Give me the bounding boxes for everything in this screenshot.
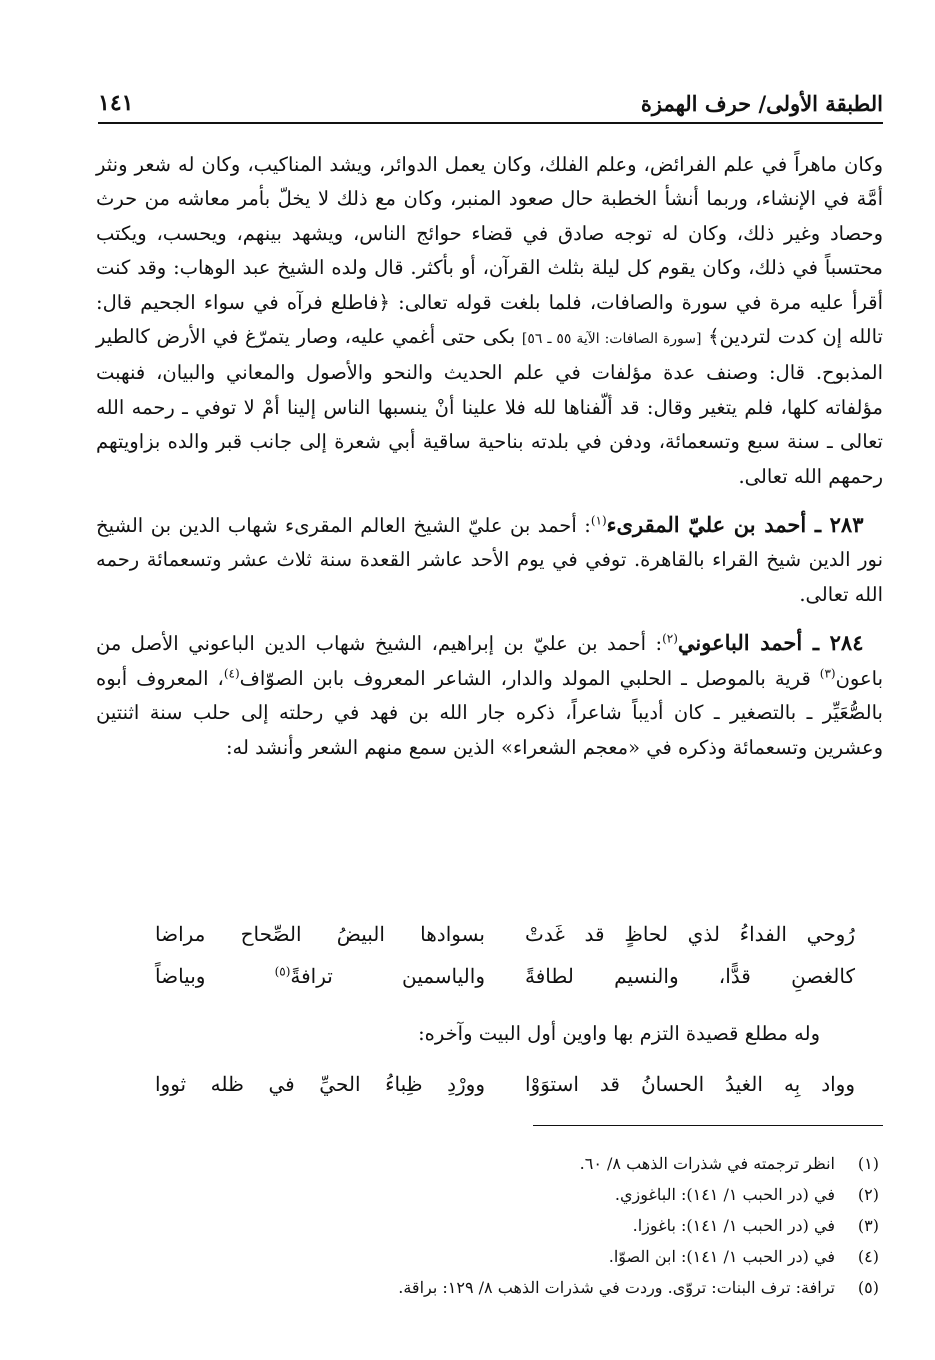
footnote-number: (١) — [857, 1154, 879, 1173]
footnote — [96, 1272, 879, 1303]
entry-text: قرية بالموصل ـ الحلبي المولد والدار، الشاعر المعروف بابن الصوّاف — [239, 666, 820, 690]
poem-verse — [155, 1072, 855, 1110]
footnote-ref: (٣) — [819, 666, 836, 681]
running-title: الطبقة الأولى/ حرف الهمزة — [640, 91, 883, 116]
footnote-number: (٥) — [857, 1278, 879, 1297]
paragraph-continuation — [96, 148, 883, 494]
footnote — [96, 1148, 879, 1179]
poem-verse — [155, 964, 855, 1002]
footnote-text: في (در الحبب ١/ ١٤١): الباغوزي. — [614, 1185, 835, 1204]
footnotes — [96, 1148, 879, 1303]
footnote-ref: (٤) — [223, 666, 240, 681]
entry-text: ، المعروف أبوه بالصُّعَيِّر ـ بالتصغير ـ كان أديباً شاعراً، ذكره جار الله بن فهد في رحلته إلى حلب سنة اثنتين وعشرين وتسعمائة وذكره في «معجم الشعراء» الذين سمع منهم الشعر وأنشد له: — [96, 666, 883, 759]
page-header — [98, 78, 883, 124]
footnote-ref: (١) — [590, 513, 607, 528]
paragraph-text-cont: بكى حتى أغمي عليه، وصار يتمرّغ في الأرض كالطير المذبوح. قال: وصنف عدة مؤلفات في علم الحديث والنحو والأصول والمعاني والبيان، فنهبت مؤلفاته كلها، فلم يتغير وقال: قد ألّفناها لله فلا علينا أنْ ينسبها الناس إلينا أمْ لا توفي ـ رحمه الله تعالى ـ سنة سبع وتسعمائة، ودفن في بلدته بناحية ساقية أبي شعرة إلى جانب قبر والده بزاويتهم رحمهم الله تعالى. — [96, 325, 883, 488]
footnote-separator — [533, 1125, 883, 1126]
paragraph-text: وكان ماهراً في علم الفرائض، وعلم الفلك، وكان يعمل الدوائر، ويشد المناكيب، وكان له شعر ونثر أمَّة في الإنشاء، وربما أنشأ الخطبة حال صعود المنبر، وكان مع ذلك لا يخلّ بأمر معاشه من حرث وحصاد وغير ذلك، وكان له توجه صادق في قضاء حوائج الناس، ويشهد بينهم، ويحسب، ويكتب محتسباً في ذلك، وكان يقوم كل ليلة بثلث القرآن، أو بأكثر. قال ولده الشيخ عبد الوهاب: وقد كنت أقرأ عليه مرة في سورة والصافات، فلما بلغت قوله تعالى: ﴿فاطلع فرآه في سواء الجحيم قال: تالله إن كدت لتردين﴾ — [96, 153, 883, 349]
footnote-text: في (در الحبب ١/ ١٤١): باغوزا. — [632, 1216, 835, 1235]
hemistich-text: وبياضاً — [155, 964, 275, 988]
footnote-text: انظر ترجمته في شذرات الذهب ٨/ ٦٠. — [579, 1154, 835, 1173]
hemistich-first: رُوحي الفداءُ لذي لحاظٍ قد غَدتْ — [525, 922, 855, 946]
main-text — [96, 148, 883, 765]
entry-283 — [96, 508, 883, 612]
quran-citation: [سورة الصافات: الآية ٥٥ ـ ٥٦] — [521, 331, 702, 348]
footnote-ref: (٢) — [662, 631, 678, 646]
footnote-number: (٣) — [857, 1216, 879, 1235]
footnote-ref: (٥) — [274, 964, 291, 979]
poem-verse — [155, 922, 855, 960]
hemistich-second — [155, 964, 485, 988]
entry-284 — [96, 626, 883, 765]
entry-text: : أحمد بن عليّ الشيخ العالم المقرىء شهاب الدين بن الشيخ نور الدين شيخ القراء بالقاهرة. توفي في يوم الأحد عاشر القعدة سنة ثلاث عشر وتسعمائة رحمه الله تعالى. — [96, 514, 883, 606]
poem-intro: وله مطلع قصيدة التزم بها واوين أول البيت وآخره: — [418, 1022, 820, 1045]
footnote — [96, 1241, 879, 1272]
entry-title: ٢٨٣ ـ أحمد بن عليّ المقرىء — [606, 512, 864, 538]
entry-title: ٢٨٤ ـ أحمد الباعوني — [677, 630, 864, 656]
hemistich-text: والياسمين ترافةً — [290, 964, 485, 988]
footnote-number: (٢) — [857, 1185, 879, 1204]
footnote-text: ترافة: ترف البنات: تروّى. وردت في شذرات الذهب ٨/ ١٢٩: براقة. — [398, 1278, 835, 1297]
entry-text: : أحمد بن عليّ بن إبراهيم، الشيخ شهاب الدين الباعوني الأصل من باعون — [96, 632, 883, 690]
footnote — [96, 1179, 879, 1210]
hemistich-second: وورْدِ ظِباءُ الحيِّ في ظله ثووا — [155, 1072, 485, 1096]
hemistich-first: كالغصنِ قدًّا، والنسيم لطافةً — [525, 964, 855, 988]
footnote — [96, 1210, 879, 1241]
footnote-number: (٤) — [857, 1247, 879, 1266]
hemistich-second: بسوادها البيضُ الصِّحاح مراضا — [155, 922, 485, 946]
footnote-text: في (در الحبب ١/ ١٤١): ابن الصوّا. — [608, 1247, 835, 1266]
page-number: ١٤١ — [98, 90, 134, 116]
hemistich-first: وواد بِه الغيدُ الحسانُ قد استوَوْا — [525, 1072, 855, 1096]
